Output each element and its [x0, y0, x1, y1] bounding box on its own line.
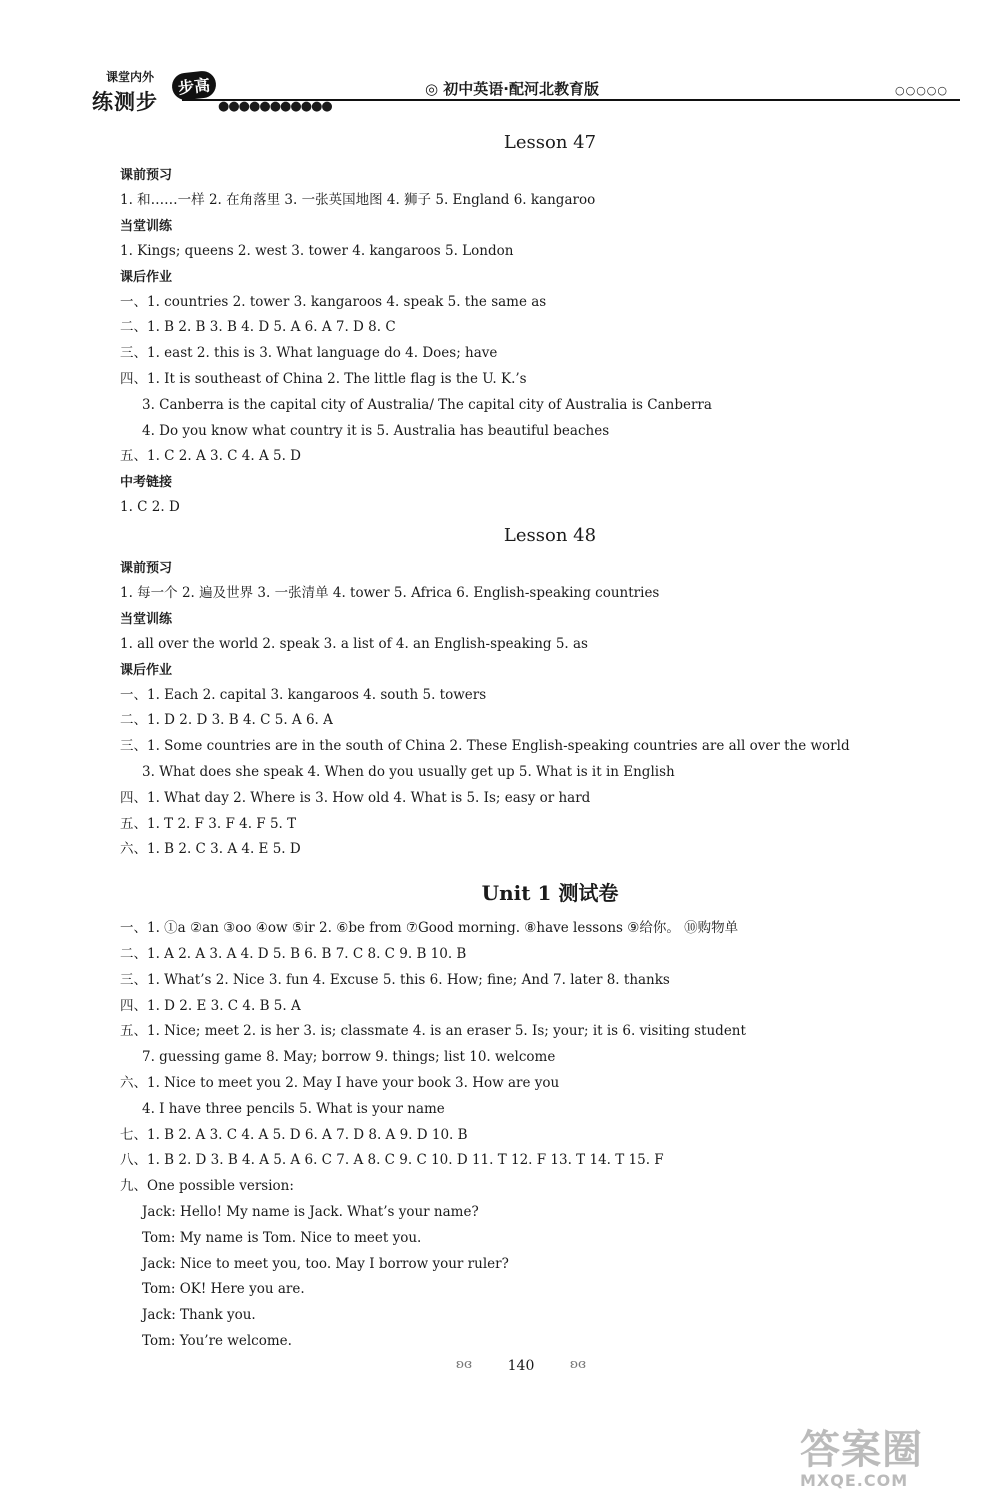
- answer-line: 1. 每一个 2. 遍及世界 3. 一张清单 4. tower 5. Africa 6. English-speaking countries: [120, 584, 660, 601]
- dialogue-line: Tom: You’re welcome.: [142, 1332, 292, 1349]
- lesson-48: [120, 525, 920, 863]
- section-heading: 课前预习: [120, 560, 173, 576]
- footer-ornament-left: ʚɞ: [456, 1357, 472, 1372]
- answer-line: 1. Kings; queens 2. west 3. tower 4. kangaroos 5. London: [120, 242, 514, 259]
- header-dots: ●●●●●●●●●●●: [218, 99, 332, 114]
- answer-line: 六、1. Nice to meet you 2. May I have your book 3. How are you: [120, 1074, 560, 1091]
- answer-line: 五、1. C 2. A 3. C 4. A 5. D: [120, 448, 302, 465]
- book-title: ◎ 初中英语·配河北教育版: [425, 80, 600, 98]
- answer-line: 五、1. Nice; meet 2. is her 3. is; classmate 4. is an eraser 5. Is; your; it is 6. visiting student: [120, 1023, 746, 1040]
- answer-line: 4. I have three pencils 5. What is your name: [142, 1100, 445, 1117]
- section-heading: 当堂训练: [120, 218, 173, 234]
- answer-line: 4. Do you know what country it is 5. Australia has beautiful beaches: [142, 422, 610, 439]
- answer-line: 四、1. What day 2. Where is 3. How old 4. What is 5. Is; easy or hard: [120, 789, 591, 806]
- answer-line: 二、1. B 2. B 3. B 4. D 5. A 6. A 7. D 8. C: [120, 319, 396, 336]
- page-number: 140: [507, 1358, 535, 1374]
- watermark-logo: 答案圈: [800, 1427, 923, 1473]
- section-heading: 课后作业: [120, 269, 173, 285]
- watermark: [800, 1418, 980, 1490]
- answer-line: 1. 和……一样 2. 在角落里 3. 一张英国地图 4. 狮子 5. England 6. kangaroo: [120, 192, 596, 208]
- brand-logo-text: 练测步: [92, 90, 158, 114]
- header-circles: ○○○○○: [895, 84, 948, 97]
- dialogue-line: Jack: Nice to meet you, too. May I borrow your ruler?: [142, 1255, 509, 1272]
- answer-line: 五、1. T 2. F 3. F 4. F 5. T: [120, 815, 297, 832]
- answer-line: 一、1. ①a ②an ③oo ④ow ⑤ir 2. ⑥be from ⑦Good morning. ⑧have lessons ⑨给你。 ⑩购物单: [120, 920, 739, 937]
- lesson-title: Lesson 48: [503, 524, 597, 546]
- answer-line: 二、1. D 2. D 3. B 4. C 5. A 6. A: [120, 712, 333, 729]
- dialogue-line: Tom: My name is Tom. Nice to meet you.: [142, 1229, 422, 1246]
- page-header: [90, 60, 960, 122]
- dialogue-line: Jack: Thank you.: [142, 1307, 256, 1324]
- answer-content: [120, 128, 920, 1355]
- answer-line: 1. all over the world 2. speak 3. a list of 4. an English-speaking 5. as: [120, 635, 588, 652]
- answer-line: 1. C 2. D: [120, 499, 180, 516]
- answer-line: 七、1. B 2. A 3. C 4. A 5. D 6. A 7. D 8. A 9. D 10. B: [120, 1126, 468, 1143]
- answer-line: 四、1. D 2. E 3. C 4. B 5. A: [120, 997, 301, 1014]
- answer-line: 一、1. Each 2. capital 3. kangaroos 4. south 5. towers: [120, 686, 487, 703]
- answer-line: 3. Canberra is the capital city of Australia/ The capital city of Australia is Canberra: [142, 396, 712, 413]
- section-heading: 当堂训练: [120, 611, 173, 627]
- unit-title: Unit 1 测试卷: [481, 881, 619, 906]
- answer-line: 九、One possible version:: [120, 1178, 294, 1195]
- answer-line: 三、1. Some countries are in the south of China 2. These English-speaking countries are all over the world: [120, 738, 850, 755]
- answer-line: 二、1. A 2. A 3. A 4. D 5. B 6. B 7. C 8. C 9. B 10. B: [120, 945, 467, 962]
- answer-line: 三、1. What’s 2. Nice 3. fun 4. Excuse 5. this 6. How; fine; And 7. later 8. thanks: [120, 971, 670, 988]
- answer-line: 7. guessing game 8. May; borrow 9. things; list 10. welcome: [142, 1049, 556, 1066]
- brand-small: 课堂内外: [106, 70, 155, 84]
- watermark-url: MXQE.COM: [800, 1471, 909, 1490]
- brand-badge: 步高: [171, 70, 218, 101]
- answer-line: 四、1. It is southeast of China 2. The little flag is the U. K.’s: [120, 370, 527, 387]
- dialogue-line: Tom: OK! Here you are.: [142, 1281, 305, 1298]
- section-heading: 课后作业: [120, 662, 173, 678]
- answer-line: 三、1. east 2. this is 3. What language do 4. Does; have: [120, 345, 498, 362]
- answer-line: 六、1. B 2. C 3. A 4. E 5. D: [120, 841, 301, 858]
- page-footer: [456, 1355, 586, 1374]
- answer-line: 一、1. countries 2. tower 3. kangaroos 4. speak 5. the same as: [120, 293, 547, 310]
- section-heading: 中考链接: [120, 475, 173, 491]
- footer-ornament-right: ʚɞ: [570, 1357, 586, 1372]
- answer-line: 3. What does she speak 4. When do you usually get up 5. What is it in English: [142, 763, 675, 780]
- dialogue-line: Jack: Hello! My name is Jack. What’s your name?: [142, 1203, 479, 1220]
- answer-line: 八、1. B 2. D 3. B 4. A 5. A 6. C 7. A 8. C 9. C 10. D 11. T 12. F 13. T 14. T 15. F: [120, 1152, 664, 1169]
- lesson-title: Lesson 47: [503, 132, 597, 153]
- lesson-47: [120, 132, 920, 521]
- section-heading: 课前预习: [120, 168, 173, 183]
- unit-1-test: [120, 877, 920, 1355]
